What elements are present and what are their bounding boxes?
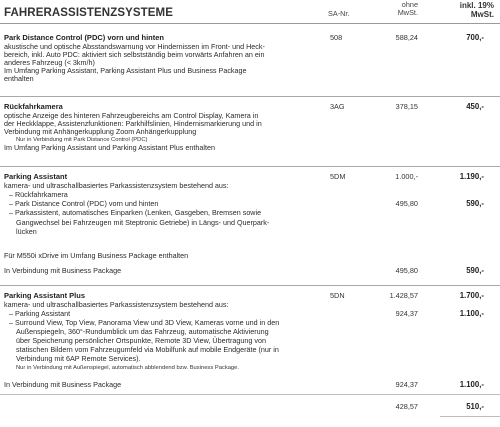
column-header-gross <box>440 1 494 19</box>
option-description-line: enthalten <box>4 74 34 83</box>
column-header-net-line1: ohne <box>401 0 418 9</box>
option-price-net: 924,37 <box>395 380 418 389</box>
column-header-sa-nr: SA-Nr. <box>328 9 350 18</box>
option-price-gross: 700,- <box>466 33 484 42</box>
option-price-net: 1.000,- <box>395 172 418 181</box>
option-bullet-continuation: über Speicherung persönlicher Ortspunkte, Remote 3D View, Übertragung von <box>16 336 266 345</box>
option-description-line: bereich, inkl. Auto PDC: aktiviert sich selbstständig beim vorwärts Anfahren an ein <box>4 50 265 59</box>
option-price-gross: 1.100,- <box>459 380 484 389</box>
option-price-net: 924,37 <box>395 309 418 318</box>
option-price-gross: 1.100,- <box>459 309 484 318</box>
option-title: Parking Assistant <box>4 172 68 181</box>
option-bullet-continuation: Außenspiegeln, 360°-Rundumblick um das Fahrzeug, automatische Aktivierung <box>16 327 269 336</box>
option-bullet: – Parkassistent, automatisches Einparken (Lenken, Gasgeben, Bremsen sowie <box>9 208 262 217</box>
option-price-gross: 590,- <box>466 266 484 275</box>
option-description-line: optische Anzeige des hinteren Fahrzeugbereichs am Control Display, Kamera in <box>4 111 259 120</box>
option-code: 5DM <box>330 172 346 181</box>
option-price-net: 495,80 <box>395 266 418 275</box>
column-header-gross-line1: inkl. 19% <box>459 1 494 10</box>
option-note: Nur in Verbindung mit Park Distance Control (PDC) <box>16 137 148 143</box>
option-package-note: Für M550i xDrive im Umfang Business Package enthalten <box>4 251 189 260</box>
column-header-gross-line2: MwSt. <box>470 10 494 19</box>
option-price-gross: 590,- <box>466 199 484 208</box>
option-bullet-continuation: lücken <box>16 227 37 236</box>
option-title: Rückfahrkamera <box>4 102 63 111</box>
option-description-line: der Heckklappe, Assistenzfunktionen: Parkhilfslinien, Hindernismarkierung und in <box>4 119 262 128</box>
option-price-net: 378,15 <box>395 102 418 111</box>
option-row-parking-assistant-plus <box>0 285 500 427</box>
option-bullet: – Surround View, Top View, Panorama View und 3D View, Kameras vorne und in den <box>9 318 280 327</box>
option-price-net: 495,80 <box>395 199 418 208</box>
option-description-line: kamera- und ultraschallbasiertes Parkassistenzsystem bestehend aus: <box>4 300 229 309</box>
section-title: FAHRERASSISTENZSYSTEME <box>4 7 173 19</box>
option-row-rueckfahrkamera <box>0 96 500 165</box>
option-description-line: kamera- und ultraschallbasiertes Parkassistenzsystem bestehend aus: <box>4 181 229 190</box>
option-code: 508 <box>330 33 343 42</box>
option-bullet-continuation: statischen Bildern vom Fahrzeugumfeld via Mobilfunk auf mobile Endgeräte (nur in <box>16 345 279 354</box>
table-header <box>0 0 500 24</box>
option-bullet-continuation: Verbindung mit 6AP Remote Services). <box>16 354 141 363</box>
option-footer-text: Im Umfang Parking Assistant und Parking Assistant Plus enthalten <box>4 143 215 152</box>
option-row-pdc <box>0 26 500 95</box>
column-header-net <box>374 1 418 18</box>
option-description-line: akustische und optische Absstandswarnung vor Hindernissen im Front- und Heck- <box>4 42 265 51</box>
option-bullet-continuation: Gangwechsel bei Fahrzeugen mit Steptronic Getriebe) in Längs- und Querpark- <box>16 218 270 227</box>
option-price-gross: 1.700,- <box>459 291 484 300</box>
option-description-line: anderes Fahrzeug (< 3km/h) <box>4 58 95 67</box>
option-price-gross: 450,- <box>466 102 484 111</box>
column-header-net-line2: MwSt. <box>397 8 418 18</box>
option-code: 5DN <box>330 291 345 300</box>
option-row-parking-assistant <box>0 166 500 284</box>
option-price-gross: 1.190,- <box>459 172 484 181</box>
option-price-net: 1.428,57 <box>389 291 418 300</box>
option-price-net: 588,24 <box>395 33 418 42</box>
option-bullet: – Park Distance Control (PDC) vorn und hinten <box>9 199 159 208</box>
option-price-net: 428,57 <box>395 402 418 411</box>
option-title: Parking Assistant Plus <box>4 291 85 300</box>
row-divider <box>0 394 500 395</box>
option-title: Park Distance Control (PDC) vorn und hinten <box>4 33 165 42</box>
option-description-line: Im Umfang Parking Assistant, Parking Assistant Plus und Business Package <box>4 66 247 75</box>
option-price-gross: 510,- <box>466 402 484 411</box>
option-code: 3AG <box>330 102 345 111</box>
option-bullet: – Rückfahrkamera <box>9 190 68 199</box>
row-divider <box>440 416 500 417</box>
option-description-line: Verbindung mit Anhängerkupplung Zoom Anhängerkupplung <box>4 127 197 136</box>
option-combination-label: In Verbindung mit Business Package <box>4 266 122 275</box>
option-note: Nur in Verbindung mit Außenspiegel, automatisch abblendend bzw. Business Package. <box>16 365 239 371</box>
option-combination-label: In Verbindung mit Business Package <box>4 380 122 389</box>
option-bullet: – Parking Assistant <box>9 309 71 318</box>
